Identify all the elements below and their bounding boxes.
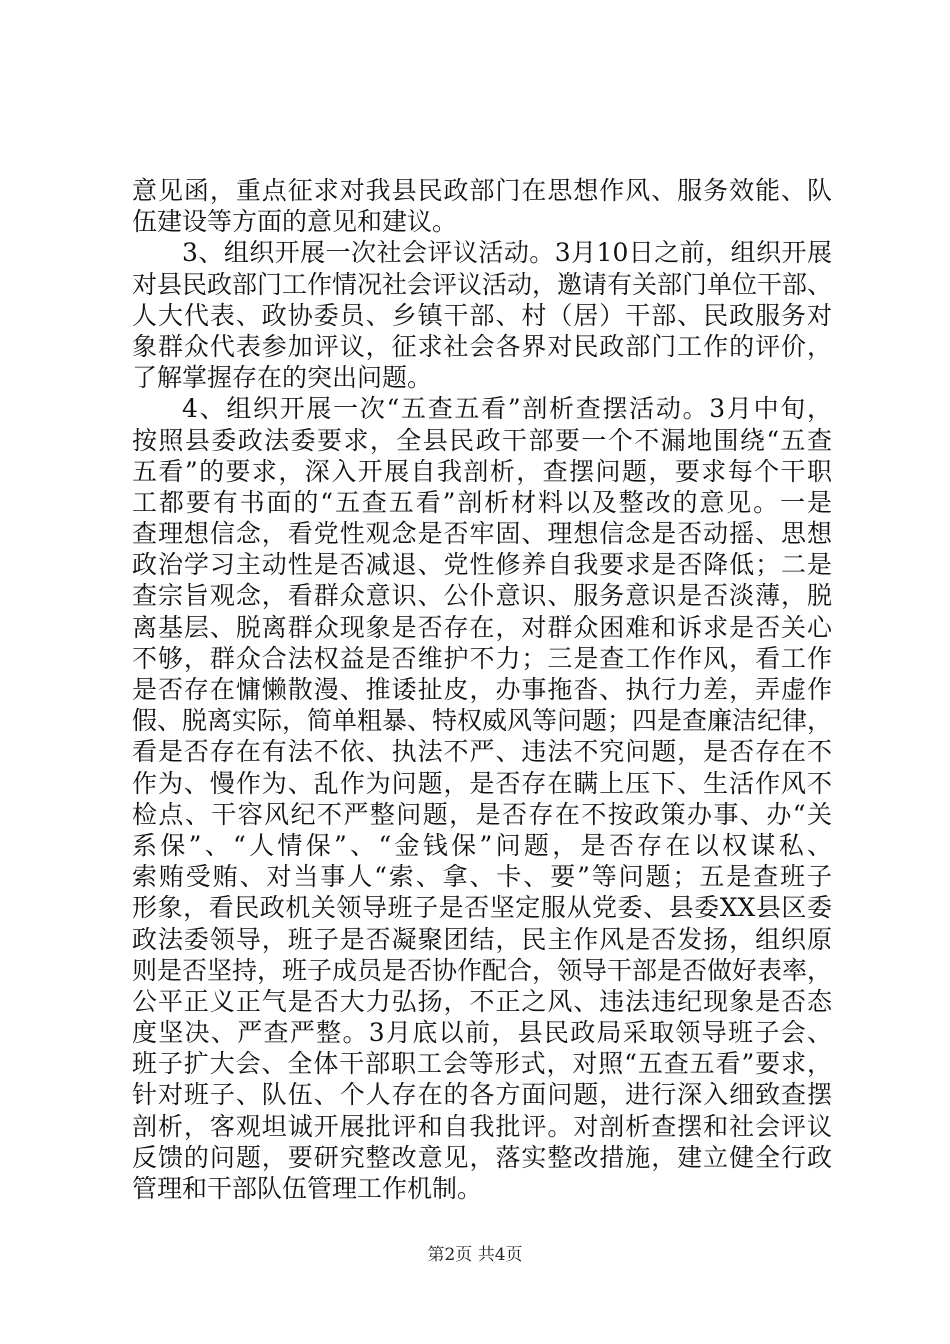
text-line: 象群众代表参加评议，征求社会各界对民政部门工作的评价， [132, 331, 832, 361]
text-line: 离基层、脱离群众现象是否存在，对群众困难和诉求是否关心 [132, 612, 832, 642]
text-line: 则是否坚持，班子成员是否协作配合，领导干部是否做好表率， [132, 955, 833, 985]
text-line: 3、组织开展一次社会评议活动。3月10日之前，组织开展 [182, 238, 832, 268]
text-line: 不够，群众合法权益是否维护不力；三是查工作作风，看工作 [132, 643, 832, 673]
text-line: 班子扩大会、全体干部职工会等形式，对照“五查五看”要求， [132, 1049, 832, 1079]
text-line: 政治学习主动性是否减退、党性修养自我要求是否降低；二是 [132, 550, 832, 580]
text-line: 形象，看民政机关领导班子是否坚定服从党委、县委XX县区委 [132, 893, 832, 923]
text-line: 假、脱离实际，简单粗暴、特权威风等问题；四是查廉洁纪律， [132, 706, 833, 736]
page-number-indicator: 第2页 共4页 [427, 1245, 523, 1265]
text-line: 是否存在慵懒散漫、推诿扯皮，办事拖沓、执行力差，弄虚作 [132, 675, 832, 704]
text-line: 对县民政部门工作情况社会评议活动，邀请有关部门单位干部、 [132, 269, 833, 299]
text-line: 了解掌握存在的突出问题。 [132, 363, 433, 393]
text-line: 意见函，重点征求对我县民政部门在思想作风、服务效能、队 [132, 176, 832, 205]
text-line: 剖析，客观坦诚开展批评和自我批评。对剖析查摆和社会评议 [132, 1111, 832, 1141]
text-line: 伍建设等方面的意见和建议。 [132, 207, 458, 237]
text-line: 管理和干部队伍管理工作机制。 [132, 1174, 483, 1203]
text-line: 按照县委政法委要求，全县民政干部要一个不漏地围绕“五查 [132, 425, 832, 455]
text-line: 五看”的要求，深入开展自我剖析，查摆问题，要求每个干职 [132, 456, 832, 486]
text-line: 查理想信念，看党性观念是否牢固、理想信念是否动摇、思想 [132, 519, 832, 549]
text-line: 公平正义正气是否大力弘扬，不正之风、违法违纪现象是否态 [132, 986, 832, 1016]
text-line: 人大代表、政协委员、乡镇干部、村（居）干部、民政服务对 [132, 300, 832, 330]
text-line: 工都要有书面的“五查五看”剖析材料以及整改的意见。一是 [132, 487, 832, 517]
text-line: 索贿受贿、对当事人“索、拿、卡、要”等问题；五是查班子 [132, 862, 832, 892]
document-body [132, 175, 832, 1204]
text-line: 查宗旨观念，看群众意识、公仆意识、服务意识是否淡薄，脱 [132, 581, 832, 611]
text-line: 政法委领导，班子是否凝聚团结，民主作风是否发扬，组织原 [132, 924, 832, 954]
text-line: 作为、慢作为、乱作为问题，是否存在瞒上压下、生活作风不 [132, 768, 832, 798]
page-footer [0, 1244, 950, 1266]
text-line: 系保”、“人情保”、“金钱保”问题，是否存在以权谋私、 [132, 830, 832, 860]
text-line: 针对班子、队伍、个人存在的各方面问题，进行深入细致查摆 [132, 1080, 832, 1110]
text-line: 度坚决、严查严整。3月底以前，县民政局采取领导班子会、 [132, 1018, 832, 1048]
text-line: 反馈的问题，要研究整改意见，落实整改措施，建立健全行政 [132, 1142, 832, 1172]
text-line: 检点、干容风纪不严整问题，是否存在不按政策办事、办“关 [132, 799, 832, 829]
text-line: 看是否存在有法不依、执法不严、违法不究问题，是否存在不 [132, 737, 832, 767]
text-line: 4、组织开展一次“五查五看”剖析查摆活动。3月中旬， [182, 394, 832, 424]
